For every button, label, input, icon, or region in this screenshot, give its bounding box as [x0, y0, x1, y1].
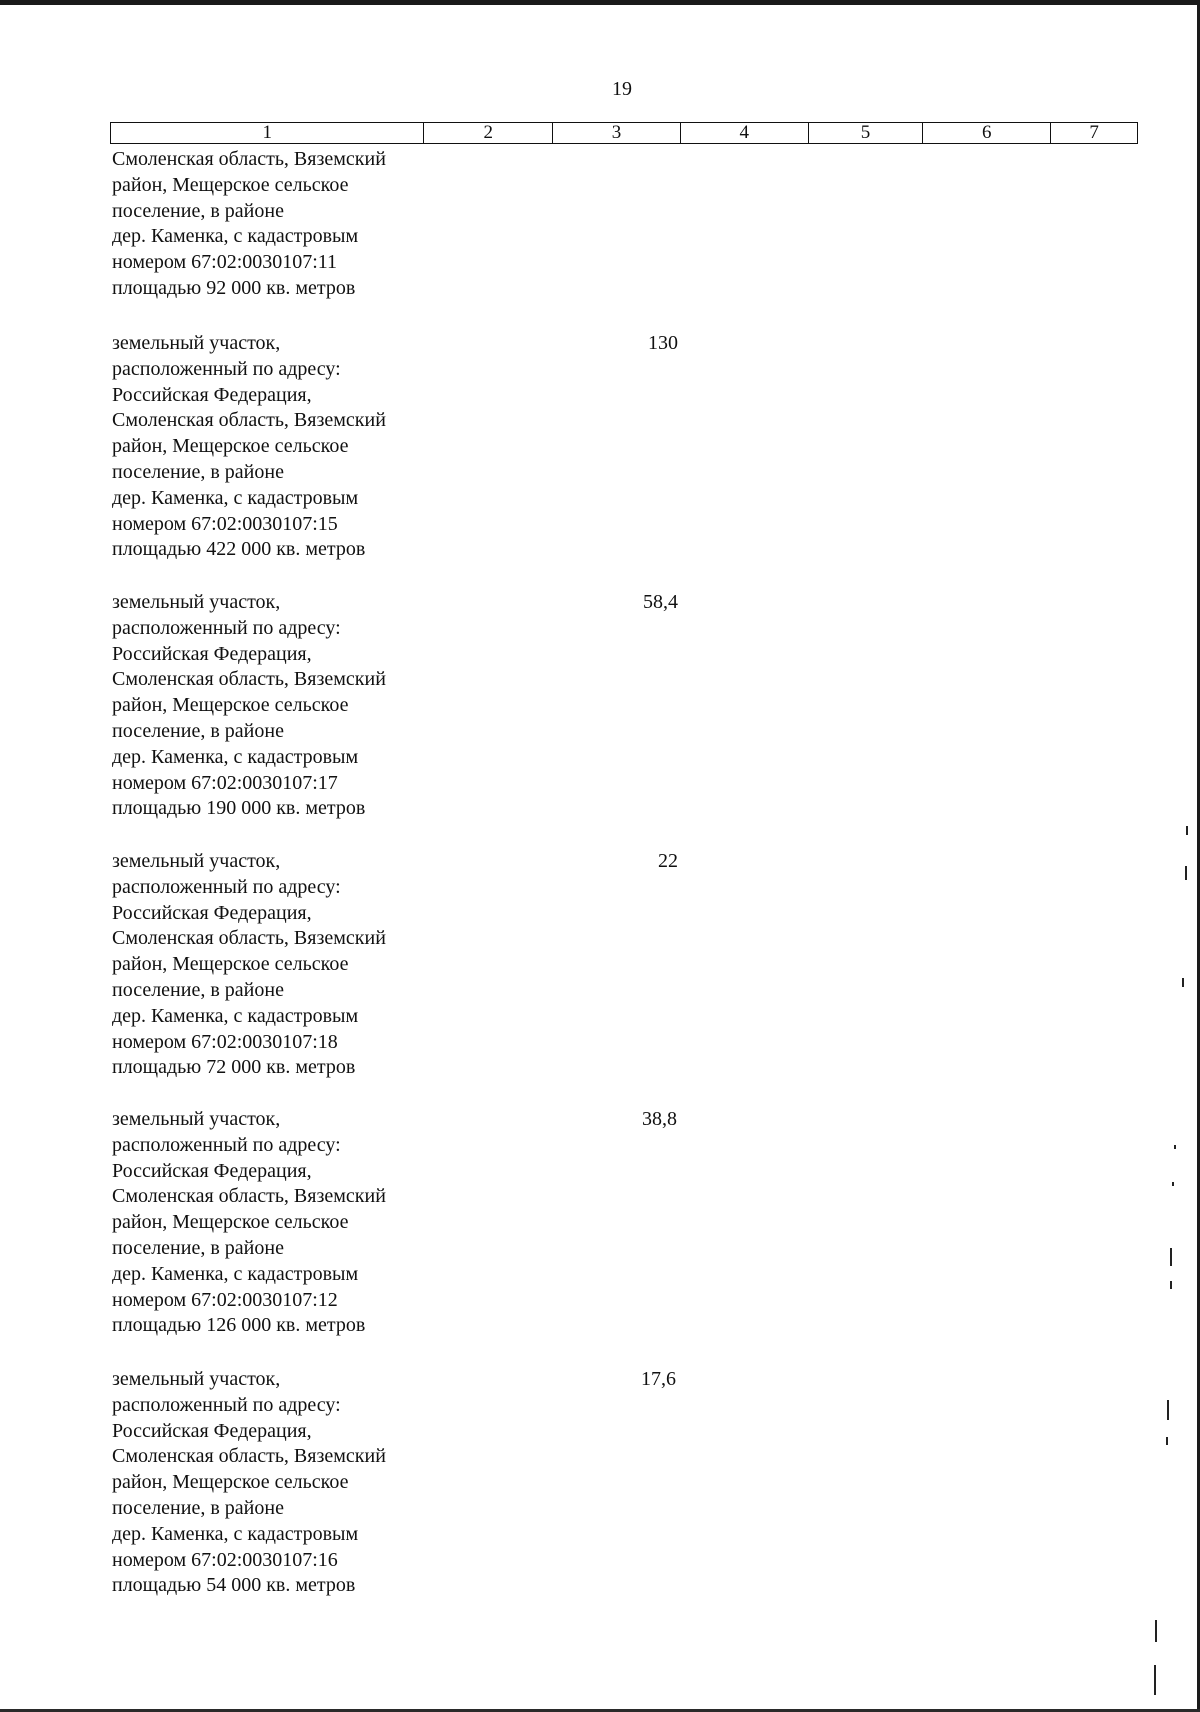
land-plot-value-6: 17,6: [641, 1368, 676, 1390]
column-header-2: 2: [424, 123, 553, 143]
column-header-4: 4: [681, 123, 809, 143]
land-plot-value-5: 38,8: [642, 1108, 677, 1130]
column-header-6: 6: [923, 123, 1051, 143]
land-plot-entry-2: земельный участок, расположенный по адресу: Российская Федерация, Смоленская область, Вяземский район, Мещерское сельское поселение, в районе дер. Каменка, с кадастровым номером 67:02:0030107:15 площадью 422 000 кв. метров: [112, 332, 386, 561]
scan-artifact-mark: [1170, 1248, 1172, 1266]
column-header-7: 7: [1089, 122, 1099, 143]
land-plot-value-3: 58,4: [643, 591, 678, 613]
land-plot-value-4: 22: [658, 850, 678, 872]
column-header-3: 3: [553, 123, 681, 143]
land-plot-entry-3: земельный участок, расположенный по адресу: Российская Федерация, Смоленская область, Вяземский район, Мещерское сельское поселение, в районе дер. Каменка, с кадастровым номером 67:02:0030107:17 площадью 190 000 кв. метров: [112, 591, 386, 820]
scan-artifact-mark: [1170, 1281, 1172, 1289]
scan-artifact-mark: [1167, 1400, 1169, 1420]
scan-artifact-mark: [1155, 1620, 1157, 1642]
column-header-1: 1: [111, 123, 424, 143]
column-header-5: 5: [809, 123, 924, 143]
scan-artifact-mark: [1186, 826, 1188, 835]
scan-border-top: [0, 0, 1200, 5]
land-plot-value-2: 130: [648, 332, 678, 354]
column-header-row: [110, 122, 1138, 144]
scan-artifact-mark: [1182, 978, 1184, 987]
land-plot-entry-4: земельный участок, расположенный по адресу: Российская Федерация, Смоленская область, Вяземский район, Мещерское сельское поселение, в районе дер. Каменка, с кадастровым номером 67:02:0030107:18 площадью 72 000 кв. метров: [112, 850, 386, 1079]
land-plot-entry-6: земельный участок, расположенный по адресу: Российская Федерация, Смоленская область, Вяземский район, Мещерское сельское поселение, в районе дер. Каменка, с кадастровым номером 67:02:0030107:16 площадью 54 000 кв. метров: [112, 1368, 386, 1597]
page-number: 19: [612, 78, 632, 100]
scan-artifact-mark: [1154, 1665, 1156, 1695]
scan-artifact-mark: [1174, 1145, 1176, 1149]
scan-artifact-mark: [1185, 866, 1187, 880]
land-plot-entry-1: Смоленская область, Вяземский район, Мещерское сельское поселение, в районе дер. Каменка, с кадастровым номером 67:02:0030107:11 площадью 92 000 кв. метров: [112, 148, 386, 299]
land-plot-entry-5: земельный участок, расположенный по адресу: Российская Федерация, Смоленская область, Вяземский район, Мещерское сельское поселение, в районе дер. Каменка, с кадастровым номером 67:02:0030107:12 площадью 126 000 кв. метров: [112, 1108, 386, 1337]
scan-artifact-mark: [1172, 1182, 1174, 1186]
scan-artifact-mark: [1166, 1437, 1168, 1445]
